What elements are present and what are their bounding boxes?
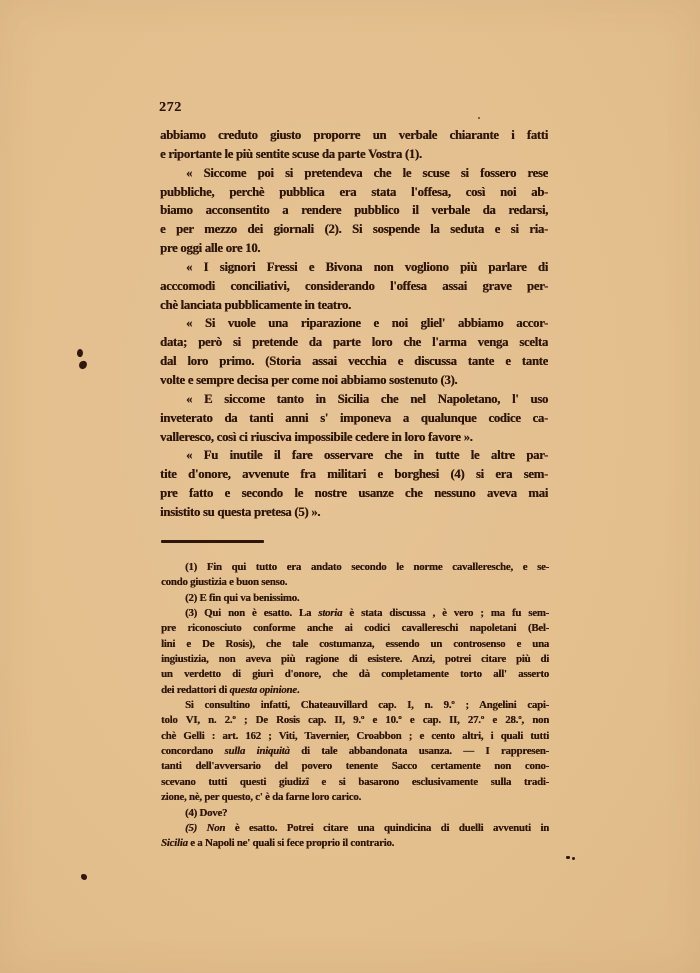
ink-speck — [78, 360, 87, 369]
footnote-line: (1) Fin qui tutto era andato secondo le norme cavalleresche, e se- — [185, 561, 549, 573]
footnote-line: pre riconosciuto conforme anche ai codici cavallereschi napoletani (Bel- — [161, 622, 549, 635]
text-line: « Fu inutile il fare osservare che in tutte le altre par- — [186, 448, 548, 463]
footnotes-text — [161, 560, 549, 852]
text-line: dal loro primo. (Storia assai vecchia e discussa tante e tante — [160, 354, 548, 369]
ink-speck — [478, 117, 480, 119]
text-line: tite d'onore, avvenute fra militari e borghesi (4) si era sem- — [160, 467, 548, 482]
footnote-line: chè Gelli : art. 162 ; Viti, Tavernier, Croabbon ; e cento altri, i quali tutti — [161, 729, 549, 742]
footnote-line: (5) Non è esatto. Potrei citare una quindicina di duelli avvenuti in — [185, 821, 549, 834]
ink-speck — [76, 348, 84, 357]
footnote-line: (4) Dove? — [185, 806, 228, 819]
footnote-line: un verdetto di giurì d'onore, che dà completamente torto all' asserto — [161, 668, 549, 681]
text-line: chè lanciata pubblicamente in teatro. — [160, 297, 351, 312]
footnote-line: lini e De Rosis), che tale costumanza, essendo un controsenso e una — [161, 637, 549, 650]
footnote-line: (3) Qui non è esatto. La storia è stata discussa , è vero ; ma fu sem- — [185, 607, 549, 620]
text-line: e per mezzo dei giornali (2). Si sospende la seduta e si ria- — [160, 222, 548, 237]
text-line: abbiamo creduto giusto proporre un verbale chiarante i fatti — [160, 128, 548, 142]
footnote-line: concordano sulla iniquità di tale abbandonata usanza. — I rappresen- — [161, 745, 549, 758]
text-line: « E siccome tanto in Sicilia che nel Napoletano, l' uso — [186, 391, 548, 406]
ink-speck — [81, 874, 87, 880]
footnote-line: scevano tutti questi giudizî e si basarono esclusivamente sulla tradi- — [161, 775, 549, 788]
ink-speck — [566, 856, 570, 859]
footnote-line: ingiustizia, non aveva più ragione di esistere. Anzi, potrei citare più di — [161, 653, 549, 666]
text-line: « I signori Fressi e Bivona non vogliono più parlare di — [186, 259, 548, 274]
footnote-line: tolo VI, n. 2.º ; De Rosis cap. II, 9.º e 10.º e cap. II, 27.º e 28.º, non — [161, 714, 549, 727]
text-line: data; però si pretende da parte loro che l'arma venga scelta — [160, 335, 548, 350]
footnote-line: Sicilia e a Napoli ne' quali si fece proprio il contrario. — [161, 837, 395, 850]
footnote-line: condo giustizia e buon senso. — [161, 576, 288, 589]
text-line: « Si vuole una riparazione e noi gliel' abbiamo accor- — [186, 316, 548, 331]
text-line: insistito su questa pretesa (5) ». — [160, 504, 321, 519]
text-line: « Siccome poi si pretendeva che le scuse si fossero rese — [186, 165, 548, 180]
text-line: biamo acconsentito a rendere pubblico il verbale da redarsi, — [160, 203, 548, 218]
text-line: e riportante le più sentite scuse da parte Vostra (1). — [160, 146, 422, 161]
text-line: pre oggi alle ore 10. — [160, 241, 261, 256]
text-line: volte e sempre decisa per come noi abbiamo sostenuto (3). — [160, 372, 458, 387]
ink-speck — [572, 857, 575, 860]
footnote-line: zione, nè, per questo, c' è da farne loro carico. — [161, 791, 361, 804]
footnote-line: tanti dell'avversario del povero tenente Sacco certamente non cono- — [161, 760, 549, 773]
body-text — [160, 126, 548, 522]
text-line: valleresco, così ci riusciva impossibile cedere in loro favore ». — [160, 429, 473, 444]
footnote-line: Si consultino infatti, Chateauvillard cap. I, n. 9.º ; Angelini capi- — [185, 699, 549, 712]
footnote-line: dei redattori di questa opinione. — [161, 683, 300, 696]
footnote-separator — [161, 540, 264, 543]
text-line: pre fatto e secondo le nostre usanze che nessuno aveva mai — [160, 486, 548, 501]
text-line: pubbliche, perchè pubblica era stata l'offesa, così noi ab- — [160, 184, 548, 199]
footnote-line: (2) E fin qui va benissimo. — [185, 591, 300, 604]
page-number: 272 — [159, 100, 182, 115]
text-line: acccomodi conciliativi, considerando l'offesa assai grave per- — [160, 278, 548, 293]
text-line: inveterato da tanti anni s' imponeva a qualunque codice ca- — [160, 410, 548, 425]
